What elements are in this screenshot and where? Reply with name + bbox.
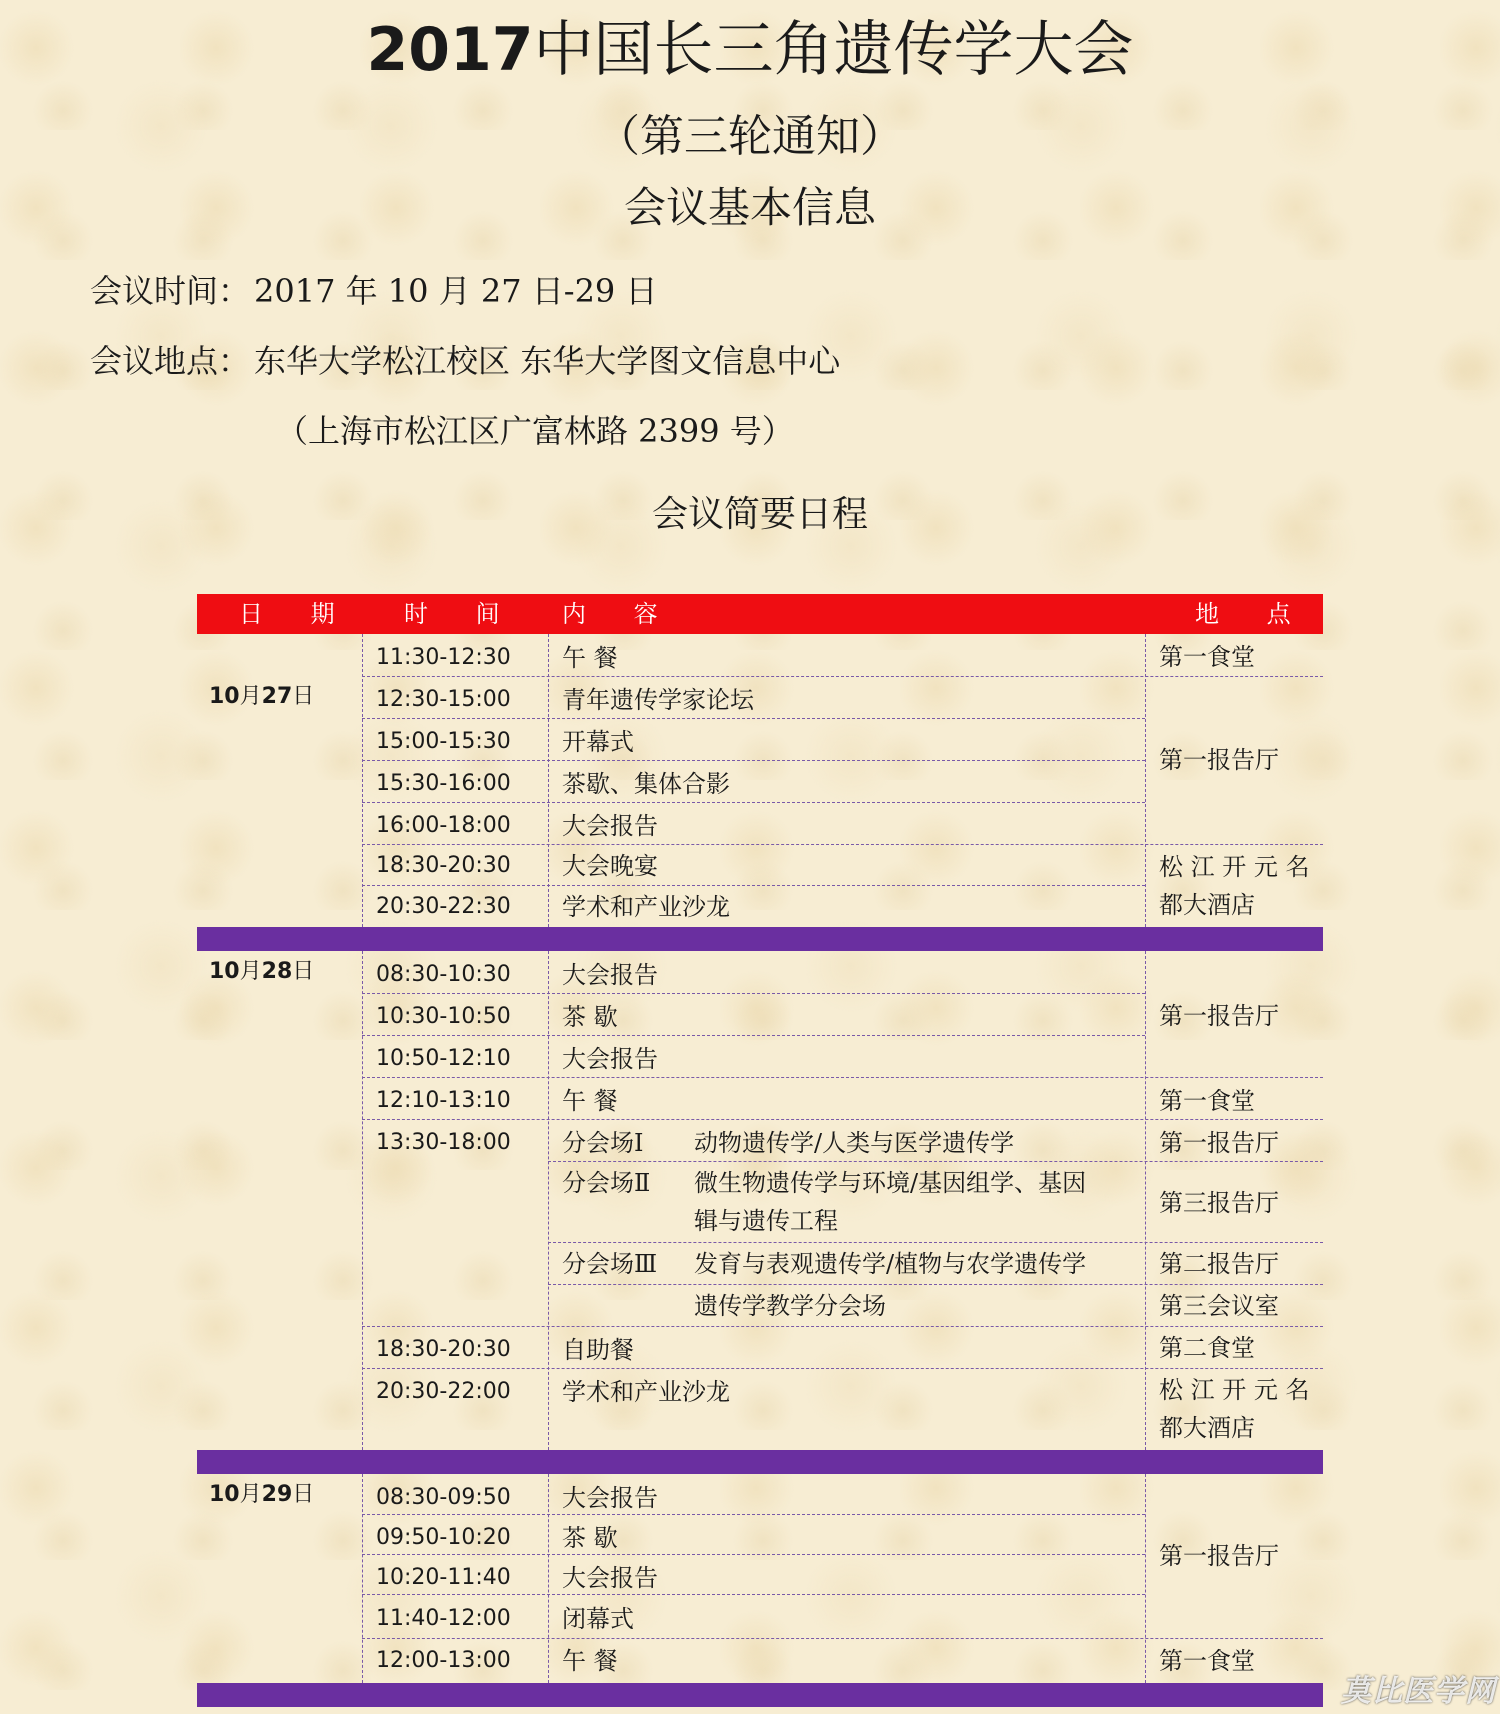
time-cell: 13:30-18:00 xyxy=(376,1130,511,1155)
row-divider xyxy=(362,1035,1145,1036)
place-cell: 第二报告厅 xyxy=(1159,1250,1279,1278)
section-heading: 会议基本信息 xyxy=(623,183,876,232)
date-num: 10 xyxy=(209,1482,240,1507)
date-cell-day3 xyxy=(209,1480,314,1510)
schedule-table xyxy=(197,594,1323,1714)
row-divider xyxy=(548,1284,1323,1285)
row-divider xyxy=(362,1594,1145,1595)
date-num: 10 xyxy=(209,684,240,709)
session-label: 分会场Ⅰ xyxy=(562,1129,644,1157)
meeting-address: （上海市松江区广富林路 2399 号） xyxy=(276,412,794,450)
session-label: 分会场Ⅲ xyxy=(562,1250,658,1278)
place-cell: 第一报告厅 xyxy=(1159,1542,1279,1570)
session-description: 遗传学教学分会场 xyxy=(694,1292,886,1320)
day-separator xyxy=(197,927,1323,951)
content-cell: 茶 歇 xyxy=(562,1524,618,1552)
column-divider xyxy=(362,951,363,1450)
day-separator xyxy=(197,1683,1323,1707)
time-cell: 10:50-12:10 xyxy=(376,1046,511,1071)
meeting-time-value: 2017 年 10 月 27 日-29 日 xyxy=(254,272,658,310)
time-cell: 12:00-13:00 xyxy=(376,1648,511,1673)
column-divider xyxy=(548,951,549,1450)
column-divider xyxy=(362,634,363,927)
content-cell: 自助餐 xyxy=(562,1336,634,1364)
date-ri: 日 xyxy=(292,1482,315,1507)
time-cell: 15:00-15:30 xyxy=(376,729,511,754)
time-cell: 15:30-16:00 xyxy=(376,771,511,796)
date-ri: 日 xyxy=(292,959,315,984)
meeting-time-label: 会议时间： xyxy=(90,272,251,310)
day-separator xyxy=(197,1450,1323,1474)
time-cell: 20:30-22:30 xyxy=(376,894,511,919)
session-description: 发育与表观遗传学/植物与农学遗传学 xyxy=(694,1250,1087,1278)
row-divider xyxy=(362,1368,1323,1369)
date-day: 27 xyxy=(261,684,293,709)
content-cell: 茶 歇 xyxy=(562,1003,618,1031)
column-header-content: 内 容 xyxy=(562,600,678,628)
place-cell: 都大酒店 xyxy=(1159,891,1255,919)
place-cell: 松 江 开 元 名 xyxy=(1159,1376,1310,1404)
row-divider xyxy=(362,993,1145,994)
content-cell: 大会报告 xyxy=(562,961,658,989)
row-divider xyxy=(362,1554,1145,1555)
content-cell: 学术和产业沙龙 xyxy=(562,1378,730,1406)
row-divider xyxy=(362,1514,1145,1515)
row-divider xyxy=(362,760,1145,761)
row-divider xyxy=(362,885,1145,886)
session-description: 动物遗传学/人类与医学遗传学 xyxy=(694,1129,1015,1157)
row-divider xyxy=(362,1077,1323,1078)
table-header xyxy=(197,594,1323,634)
session-description: 辑与遗传工程 xyxy=(694,1207,838,1235)
date-month: 月 xyxy=(239,1482,262,1507)
time-cell: 10:30-10:50 xyxy=(376,1004,511,1029)
place-cell: 都大酒店 xyxy=(1159,1414,1255,1442)
row-divider xyxy=(362,1638,1323,1639)
content-cell: 大会报告 xyxy=(562,1484,658,1512)
row-divider xyxy=(362,676,1323,677)
column-divider xyxy=(548,634,549,927)
content-cell: 大会报告 xyxy=(562,812,658,840)
notice-subtitle: （第三轮通知） xyxy=(596,111,904,162)
place-cell: 第一报告厅 xyxy=(1159,1002,1279,1030)
row-divider xyxy=(362,718,1145,719)
content-cell: 大会晚宴 xyxy=(562,852,658,880)
row-divider xyxy=(362,844,1323,845)
place-cell: 第二食堂 xyxy=(1159,1334,1255,1362)
time-cell: 18:30-20:30 xyxy=(376,853,511,878)
meeting-place-value: 东华大学松江校区 东华大学图文信息中心 xyxy=(254,342,841,380)
content-cell: 大会报告 xyxy=(562,1045,658,1073)
place-cell: 第一食堂 xyxy=(1159,1087,1255,1115)
content-cell: 开幕式 xyxy=(562,728,634,756)
date-day: 29 xyxy=(261,1482,293,1507)
place-cell: 第一报告厅 xyxy=(1159,1129,1279,1157)
row-divider xyxy=(548,1242,1323,1243)
content-cell: 闭幕式 xyxy=(562,1605,634,1633)
time-cell: 08:30-10:30 xyxy=(376,962,511,987)
meeting-time xyxy=(90,270,657,312)
session-description: 微生物遗传学与环境/基因组学、基因 xyxy=(694,1169,1087,1197)
meeting-place-label: 会议地点： xyxy=(90,342,251,380)
title-text: 中国长三角遗传学大会 xyxy=(533,15,1134,85)
time-cell: 11:40-12:00 xyxy=(376,1606,511,1631)
site-watermark: 莫比医学网 xyxy=(1341,1674,1496,1709)
date-month: 月 xyxy=(239,684,262,709)
content-cell: 学术和产业沙龙 xyxy=(562,893,730,921)
column-divider xyxy=(548,1474,549,1683)
time-cell: 12:10-13:10 xyxy=(376,1088,511,1113)
place-cell: 第三会议室 xyxy=(1159,1292,1279,1320)
page-title xyxy=(0,14,1500,86)
time-cell: 10:20-11:40 xyxy=(376,1565,511,1590)
place-cell: 第一食堂 xyxy=(1159,1647,1255,1675)
time-cell: 11:30-12:30 xyxy=(376,645,511,670)
date-num: 10 xyxy=(209,959,240,984)
schedule-heading: 会议简要日程 xyxy=(651,494,868,535)
column-divider xyxy=(1145,634,1146,927)
column-divider xyxy=(1145,1474,1146,1683)
content-cell: 大会报告 xyxy=(562,1564,658,1592)
time-cell: 09:50-10:20 xyxy=(376,1525,511,1550)
date-month: 月 xyxy=(239,959,262,984)
time-cell: 20:30-22:00 xyxy=(376,1379,511,1404)
time-cell: 18:30-20:30 xyxy=(376,1337,511,1362)
column-divider xyxy=(362,1474,363,1683)
place-cell: 松 江 开 元 名 xyxy=(1159,853,1310,881)
place-cell: 第一食堂 xyxy=(1159,643,1255,671)
session-label: 分会场Ⅱ xyxy=(562,1169,651,1197)
column-header-time: 时 间 xyxy=(404,600,520,628)
row-divider xyxy=(362,802,1145,803)
date-cell-day1 xyxy=(209,682,314,712)
date-day: 28 xyxy=(261,959,293,984)
content-cell: 茶歇、集体合影 xyxy=(562,770,730,798)
place-cell: 第三报告厅 xyxy=(1159,1189,1279,1217)
column-divider xyxy=(1145,951,1146,1450)
time-cell: 16:00-18:00 xyxy=(376,813,511,838)
column-header-place: 地 点 xyxy=(1195,600,1311,628)
row-divider xyxy=(362,1326,1323,1327)
content-cell: 青年遗传学家论坛 xyxy=(562,686,754,714)
time-cell: 12:30-15:00 xyxy=(376,687,511,712)
meeting-place xyxy=(90,340,840,382)
content-cell: 午 餐 xyxy=(562,1087,618,1115)
date-cell-day2 xyxy=(209,957,314,987)
column-header-date: 日 期 xyxy=(239,600,355,628)
date-ri: 日 xyxy=(292,684,315,709)
place-cell: 第一报告厅 xyxy=(1159,746,1279,774)
content-cell: 午 餐 xyxy=(562,1647,618,1675)
time-cell: 08:30-09:50 xyxy=(376,1485,511,1510)
content-cell: 午 餐 xyxy=(562,644,618,672)
title-year: 2017 xyxy=(366,15,534,85)
